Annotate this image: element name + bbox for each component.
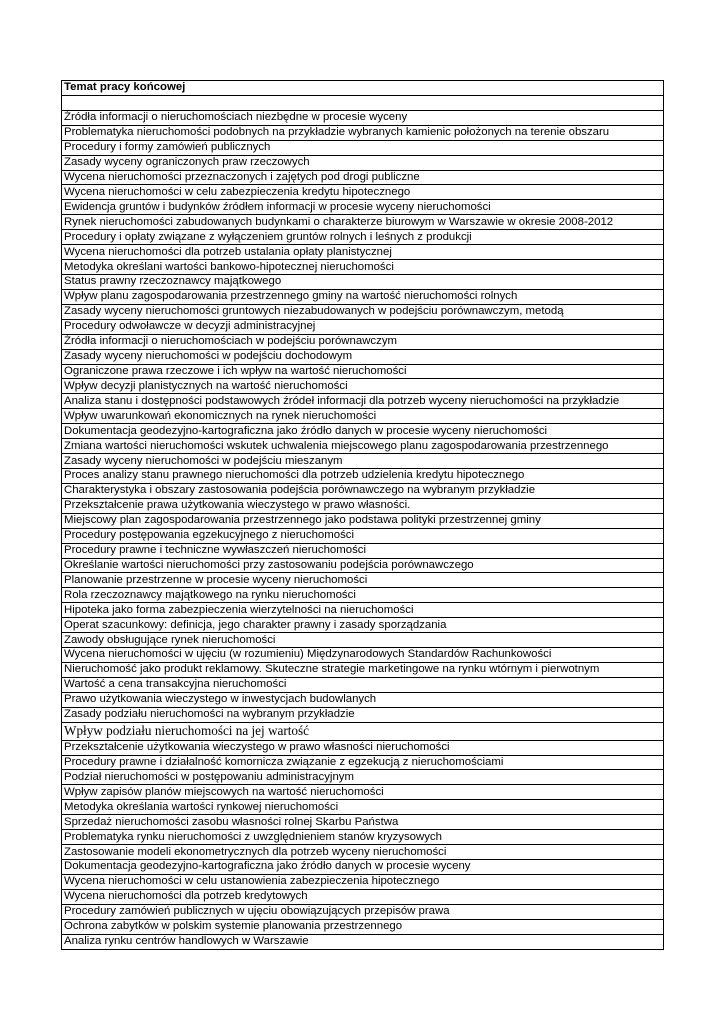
table-row xyxy=(62,722,664,740)
table-row xyxy=(62,439,664,454)
topic-cell: Procedury i formy zamówień publicznych xyxy=(62,140,664,155)
thesis-topics-table xyxy=(61,80,664,950)
topic-cell: Rynek nieruchomości zabudowanych budynkami o charakterze biurowym w Warszawie w okresie 2008-2012 xyxy=(62,215,664,230)
table-row xyxy=(62,543,664,558)
table-row xyxy=(62,409,664,424)
table-row xyxy=(62,845,664,860)
topic-cell: Problematyka rynku nieruchomości z uwzględnieniem stanów kryzysowych xyxy=(62,830,664,845)
table-row xyxy=(62,770,664,785)
topic-cell: Wpływ planu zagospodarowania przestrzennego gminy na wartość nieruchomości rolnych xyxy=(62,289,664,304)
table-row xyxy=(62,215,664,230)
table-row xyxy=(62,692,664,707)
topic-cell: Przekształcenie prawa użytkowania wieczystego w prawo własności. xyxy=(62,498,664,513)
table-row xyxy=(62,633,664,648)
topic-cell: Procedury zamówień publicznych w ujęciu obowiązujących przepisów prawa xyxy=(62,904,664,919)
table-row xyxy=(62,274,664,289)
topic-cell: Dokumentacja geodezyjno-kartograficzna jako źródło danych w procesie wyceny xyxy=(62,860,664,875)
table-row xyxy=(62,454,664,469)
topic-cell: Przekształcenie użytkowania wieczystego w prawo własności nieruchomości xyxy=(62,740,664,755)
table-row xyxy=(62,230,664,245)
topic-cell: Status prawny rzeczoznawcy majątkowego xyxy=(62,274,664,289)
table-row xyxy=(62,934,664,949)
table-row xyxy=(62,588,664,603)
topic-cell: Wycena nieruchomości w celu zabezpieczenia kredytu hipotecznego xyxy=(62,185,664,200)
topic-cell: Wpływ zapisów planów miejscowych na wartość nieruchomości xyxy=(62,785,664,800)
table-row xyxy=(62,755,664,770)
topic-cell: Operat szacunkowy: definicja, jego charakter prawny i zasady sporządzania xyxy=(62,618,664,633)
topic-cell: Procedury prawne i działalność komornicza związanie z egzekucją z nieruchomościami xyxy=(62,755,664,770)
table-row xyxy=(62,677,664,692)
table-row xyxy=(62,800,664,815)
topic-cell: Nieruchomość jako produkt reklamowy. Skuteczne strategie marketingowe na rynku wtórnym i pierwotnym xyxy=(62,662,664,677)
table-row xyxy=(62,513,664,528)
table-row xyxy=(62,289,664,304)
topic-cell: Ewidencja gruntów i budynków źródłem informacji w procesie wyceny nieruchomości xyxy=(62,200,664,215)
table-row xyxy=(62,573,664,588)
topic-cell: Podział nieruchomości w postępowaniu administracyjnym xyxy=(62,770,664,785)
topic-cell: Zasady wyceny nieruchomości w podejściu dochodowym xyxy=(62,349,664,364)
topic-cell: Sprzedaż nieruchomości zasobu własności rolnej Skarbu Państwa xyxy=(62,815,664,830)
topic-cell: Wartość a cena transakcyjna nieruchomości xyxy=(62,677,664,692)
table-row xyxy=(62,424,664,439)
topic-cell: Procedury postępowania egzekucyjnego z nieruchomości xyxy=(62,528,664,543)
table-row xyxy=(62,860,664,875)
table-row xyxy=(62,483,664,498)
table-row xyxy=(62,740,664,755)
table-row xyxy=(62,889,664,904)
table-row xyxy=(62,379,664,394)
table-row xyxy=(62,830,664,845)
topic-cell: Metodyka określania wartości rynkowej nieruchomości xyxy=(62,800,664,815)
topic-cell: Wpływ decyzji planistycznych na wartość nieruchomości xyxy=(62,379,664,394)
topic-cell: Wycena nieruchomości przeznaczonych i zajętych pod drogi publiczne xyxy=(62,170,664,185)
topic-cell: Proces analizy stanu prawnego nieruchomości dla potrzeb udzielenia kredytu hipotecznego xyxy=(62,468,664,483)
topic-cell: Zasady wyceny ograniczonych praw rzeczowych xyxy=(62,155,664,170)
thesis-topics-body xyxy=(62,81,664,950)
table-row xyxy=(62,200,664,215)
table-row xyxy=(62,349,664,364)
topic-cell: Procedury prawne i techniczne wywłaszczeń nieruchomości xyxy=(62,543,664,558)
topic-cell: Określanie wartości nieruchomości przy zastosowaniu podejścia porównawczego xyxy=(62,558,664,573)
header-row xyxy=(62,81,664,96)
table-row xyxy=(62,874,664,889)
table-row xyxy=(62,394,664,409)
topic-cell: Wpływ uwarunkowań ekonomicznych na rynek nieruchomości xyxy=(62,409,664,424)
table-row xyxy=(62,140,664,155)
table-row xyxy=(62,498,664,513)
topic-cell: Planowanie przestrzenne w procesie wyceny nieruchomości xyxy=(62,573,664,588)
table-row xyxy=(62,334,664,349)
topic-cell: Zastosowanie modeli ekonometrycznych dla potrzeb wyceny nieruchomości xyxy=(62,845,664,860)
topic-cell: Charakterystyka i obszary zastosowania podejścia porównawczego na wybranym przykładzie xyxy=(62,483,664,498)
table-row xyxy=(62,364,664,379)
topic-cell: Analiza stanu i dostępności podstawowych źródeł informacji dla potrzeb wyceny nieruchomości na przykładzie xyxy=(62,394,664,409)
table-row xyxy=(62,170,664,185)
topic-cell: Metodyka określani wartości bankowo-hipotecznej nieruchomości xyxy=(62,260,664,275)
table-row xyxy=(62,528,664,543)
table-row xyxy=(62,110,664,125)
topic-cell: Hipoteka jako forma zabezpieczenia wierzytelności na nieruchomości xyxy=(62,603,664,618)
topic-cell: Wycena nieruchomości w ujęciu (w rozumieniu) Międzynarodowych Standardów Rachunkowości xyxy=(62,648,664,663)
table-row xyxy=(62,904,664,919)
table-row xyxy=(62,662,664,677)
table-row xyxy=(62,260,664,275)
table-row xyxy=(62,603,664,618)
topic-cell: Zasady podziału nieruchomości na wybranym przykładzie xyxy=(62,707,664,722)
topic-cell: Zasady wyceny nieruchomości gruntowych niezabudowanych w podejściu porównawczym, metodą xyxy=(62,304,664,319)
table-row xyxy=(62,919,664,934)
topic-cell: Analiza rynku centrów handlowych w Warszawie xyxy=(62,934,664,949)
topic-cell: Wycena nieruchomości w celu ustanowienia zabezpieczenia hipotecznego xyxy=(62,874,664,889)
table-row xyxy=(62,785,664,800)
topic-cell: Prawo użytkowania wieczystego w inwestycjach budowlanych xyxy=(62,692,664,707)
table-row xyxy=(62,558,664,573)
table-row xyxy=(62,648,664,663)
table-row xyxy=(62,304,664,319)
topic-cell: Miejscowy plan zagospodarowania przestrzennego jako podstawa polityki przestrzennej gminy xyxy=(62,513,664,528)
column-header: Temat pracy końcowej xyxy=(62,81,664,96)
topic-cell: Ograniczone prawa rzeczowe i ich wpływ na wartość nieruchomości xyxy=(62,364,664,379)
topic-cell: Dokumentacja geodezyjno-kartograficzna jako źródło danych w procesie wyceny nieruchomości xyxy=(62,424,664,439)
topic-cell xyxy=(62,95,664,110)
table-row xyxy=(62,815,664,830)
topic-cell: Zasady wyceny nieruchomości w podejściu mieszanym xyxy=(62,454,664,469)
topic-cell: Procedury odwoławcze w decyzji administracyjnej xyxy=(62,319,664,334)
topic-cell: Procedury i opłaty związane z wyłączeniem gruntów rolnych i leśnych z produkcji xyxy=(62,230,664,245)
topic-cell: Problematyka nieruchomości podobnych na przykładzie wybranych kamienic położonych na terenie obszaru xyxy=(62,125,664,140)
topic-cell: Wycena nieruchomości dla potrzeb ustalania opłaty planistycznej xyxy=(62,245,664,260)
topic-cell: Wpływ podziału nieruchomości na jej wartość xyxy=(62,722,664,740)
topic-cell: Zmiana wartości nieruchomości wskutek uchwalenia miejscowego planu zagospodarowania przestrzennego xyxy=(62,439,664,454)
topic-cell: Wycena nieruchomości dla potrzeb kredytowych xyxy=(62,889,664,904)
topic-cell: Zawody obsługujące rynek nieruchomości xyxy=(62,633,664,648)
table-row xyxy=(62,468,664,483)
table-row xyxy=(62,185,664,200)
topic-cell: Rola rzeczoznawcy majątkowego na rynku nieruchomości xyxy=(62,588,664,603)
table-row xyxy=(62,245,664,260)
table-row xyxy=(62,125,664,140)
table-row xyxy=(62,707,664,722)
table-row xyxy=(62,618,664,633)
topic-cell: Ochrona zabytków w polskim systemie planowania przestrzennego xyxy=(62,919,664,934)
table-row xyxy=(62,319,664,334)
table-row xyxy=(62,95,664,110)
table-row xyxy=(62,155,664,170)
topic-cell: Źródła informacji o nieruchomościach niezbędne w procesie wyceny xyxy=(62,110,664,125)
topic-cell: Źródła informacji o nieruchomościach w podejściu porównawczym xyxy=(62,334,664,349)
